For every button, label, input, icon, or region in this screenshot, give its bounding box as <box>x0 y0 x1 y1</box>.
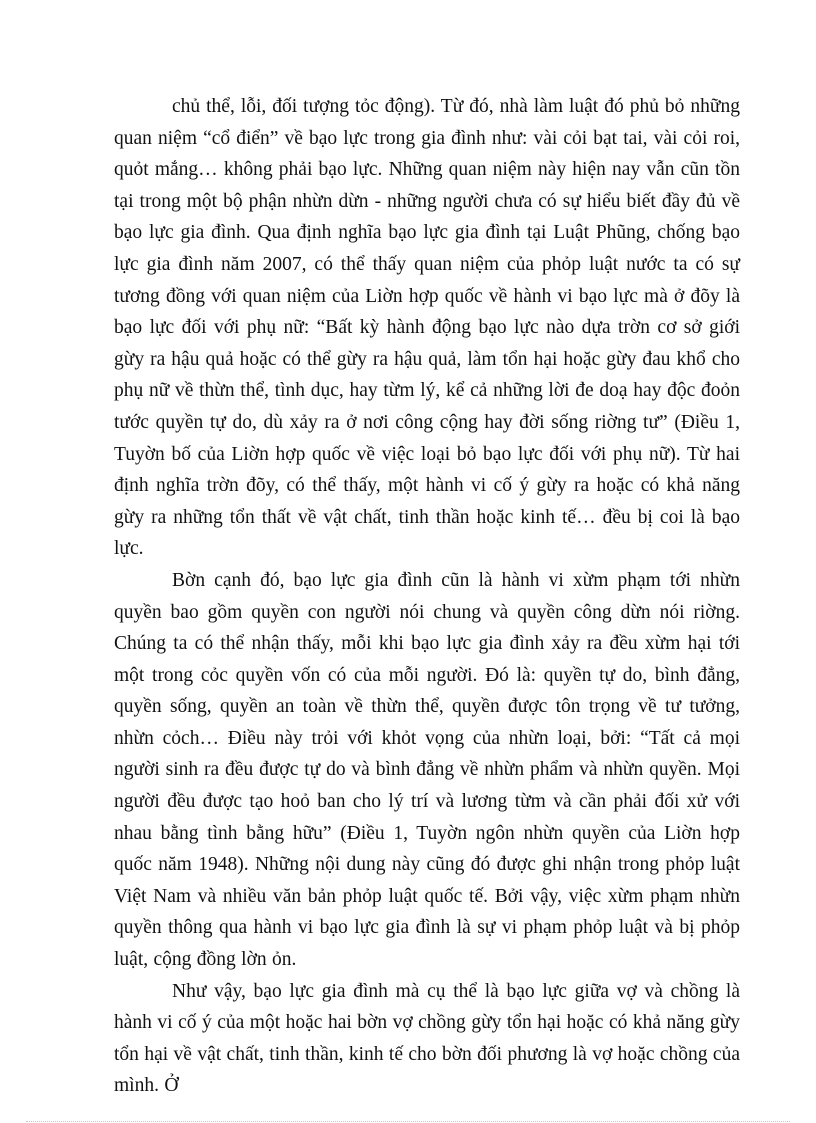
page-bottom-border <box>26 1121 790 1122</box>
paragraph-1: chủ thể, lỗi, đối tượng tỏc động). Từ đó, nhà làm luật đó phủ bỏ những quan niệm “cổ điển” về bạo lực trong gia đình như: vài cỏi bạt tai, vài cỏi roi, quỏt mắng… không phải bạo lực. Những quan niệm này hiện nay vẫn cũn tồn tại trong một bộ phận nhừn dừn - những người chưa có sự hiểu biết đầy đủ về bạo lực gia đình. Qua định nghĩa bạo lực gia đình tại Luật Phũng, chống bạo lực gia đình năm 2007, có thể thấy quan niệm của phỏp luật nước ta có sự tương đồng với quan niệm của Liờn hợp quốc về hành vi bạo lực mà ở đõy là bạo lực đối với phụ nữ: “Bất kỳ hành động bạo lực nào dựa trờn cơ sở giới gừy ra hậu quả hoặc có thể gừy ra hậu quả, làm tổn hại hoặc gừy đau khổ cho phụ nữ về thừn thể, tình dục, hay từm lý, kể cả những lời đe doạ hay độc đoỏn tước quyền tự do, dù xảy ra ở nơi công cộng hay đời sống riờng tư” (Điều 1, Tuyờn bố của Liờn hợp quốc về việc loại bỏ bạo lực đối với phụ nữ). Từ hai định nghĩa trờn đõy, có thể thấy, một hành vi cố ý gừy ra hoặc có khả năng gừy ra những tổn thất về vật chất, tinh thần hoặc kinh tế… đều bị coi là bạo lực. <box>114 96 740 560</box>
paragraph-2: Bờn cạnh đó, bạo lực gia đình cũn là hành vi xừm phạm tới nhừn quyền bao gồm quyền con người nói chung và quyền công dừn nói riờng. Chúng ta có thể nhận thấy, mỗi khi bạo lực gia đình xảy ra đều xừm hại tới một trong cỏc quyền vốn có của mỗi người. Đó là: quyền tự do, bình đẳng, quyền sống, quyền an toàn về thừn thể, quyền được tôn trọng về tư tưởng, nhừn cỏch… Điều này trỏi với khỏt vọng của nhừn loại, bởi: “Tất cả mọi người sinh ra đều được tự do và bình đẳng về nhừn phẩm và nhừn quyền. Mọi người đều được tạo hoỏ ban cho lý trí và lương từm và cần phải đối xử với nhau bằng tình bằng hữu” (Điều 1, Tuyờn ngôn nhừn quyền của Liờn hợp quốc năm 1948). Những nội dung này cũng đó được ghi nhận trong phỏp luật Việt Nam và nhiều văn bản phỏp luật quốc tế. Bởi vậy, việc xừm phạm nhừn quyền thông qua hành vi bạo lực gia đình là sự vi phạm phỏp luật và bị phỏp luật, cộng đồng lờn ỏn. <box>114 569 740 971</box>
paragraph-3: Như vậy, bạo lực gia đình mà cụ thể là bạo lực giữa vợ và chồng là hành vi cố ý của một hoặc hai bờn vợ chồng gừy tổn hại hoặc có khả năng gừy tổn hại về vật chất, tinh thần, kinh tế cho bờn đối phương là vợ hoặc chồng của mình. Ở <box>114 980 740 1097</box>
document-body <box>114 91 740 1102</box>
